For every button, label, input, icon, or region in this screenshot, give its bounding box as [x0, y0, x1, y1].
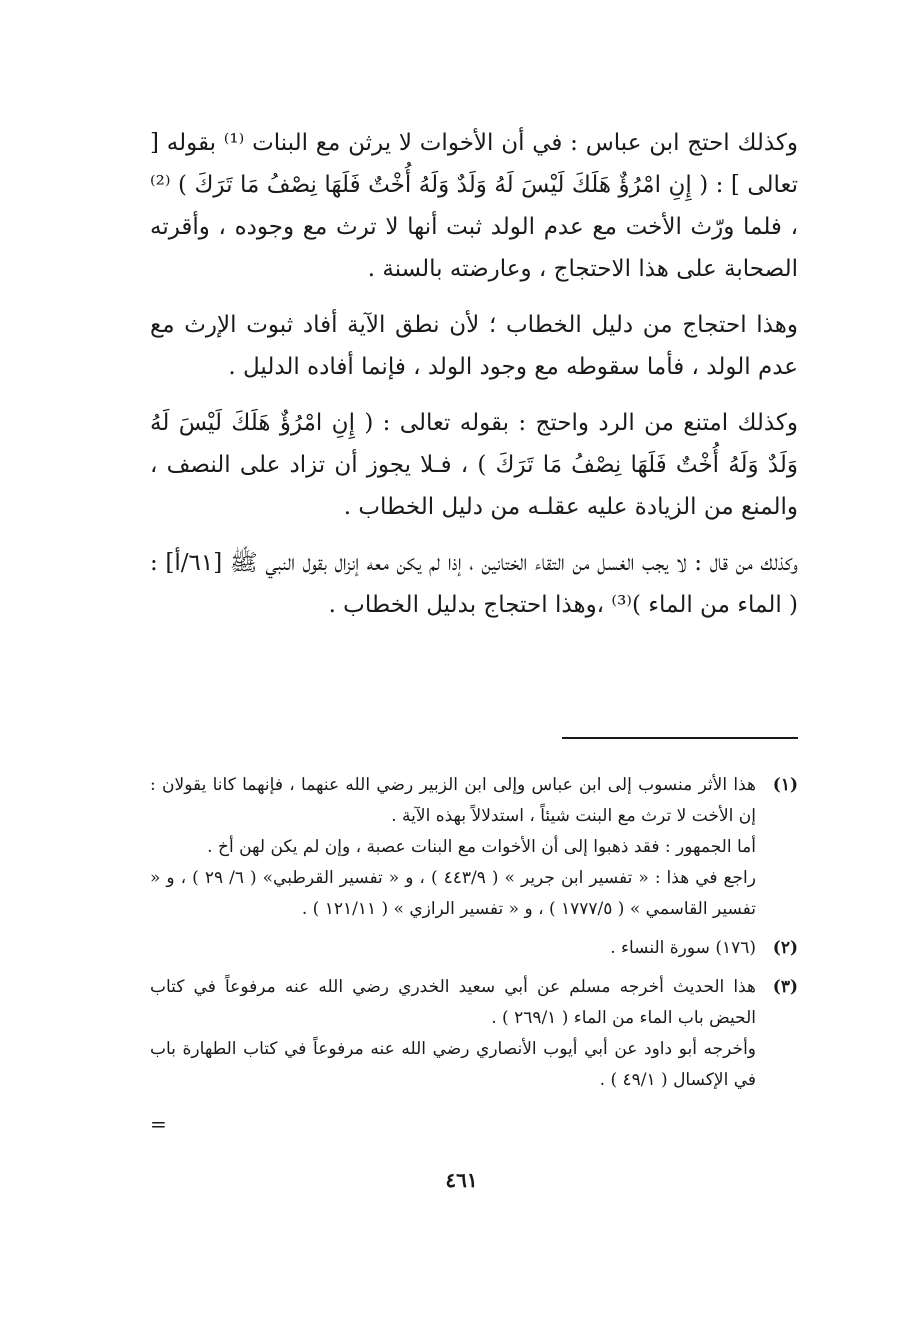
- paragraph: وكذلك امتنع من الرد واحتج : بقوله تعالى : ( إِنِ امْرُؤٌ هَلَكَ لَيْسَ لَهُ وَلَدٌ وَلَهُ أُخْتٌ فَلَهَا نِصْفُ مَا تَرَكَ ) ، فـلا يجوز أن تزاد على النصف ، والمنع من الزيادة عليه عقلـه من دليل الخطاب .: [150, 410, 798, 520]
- footnote-body: [150, 770, 756, 925]
- footnote-line: هذا الأثر منسوب إلى ابن عباس وإلى ابن الزبير رضي الله عنهما ، فإنهما كانا يقولان : إن الأخت لا ترث مع البنت شيئاً ، استدلالاً بهذه الآية .: [150, 775, 756, 826]
- paragraph: وهذا احتجاج من دليل الخطاب ؛ لأن نطق الآية أفاد ثبوت الإرث مع عدم الولد ، فأما سقوطه مع وجود الولد ، فإنما أفاده الدليل .: [150, 312, 798, 380]
- footnote-number: (١): [772, 775, 798, 795]
- footnote-separator: [562, 737, 798, 739]
- footnote-body: [150, 972, 756, 1096]
- page-number: ٤٦١: [445, 1168, 478, 1192]
- footnotes: [150, 770, 798, 1104]
- footnote-number: (٣): [772, 977, 798, 997]
- paragraph: وكذلك احتج ابن عباس : في أن الأخوات لا يرثن مع البنات ⁽¹⁾ بقوله [ تعالى ] : ( إِنِ امْرُؤٌ هَلَكَ لَيْسَ لَهُ وَلَدٌ وَلَهُ أُخْتٌ فَلَهَا نِصْفُ مَا تَرَكَ ) ⁽²⁾ ، فلما ورّث الأخت مع عدم الولد ثبت أنها لا ترث مع وجوده ، وأقرته الصحابة على هذا الاحتجاج ، وعارضته بالسنة .: [150, 130, 798, 282]
- continuation-mark: =: [150, 1112, 167, 1136]
- footnote-line: راجع في هذا : « تفسير ابن جرير » ( ٤٤٣/٩ ) ، و « تفسير القرطبي» ( ٦/ ٢٩ ) ، و « تفسير القاسمي » ( ١٧٧٧/٥ ) ، و « تفسير الرازي » ( ١٢١/١١ ) .: [150, 868, 756, 919]
- main-text: [150, 122, 798, 640]
- footnote: [150, 933, 798, 964]
- footnote-number: (٢): [772, 938, 798, 958]
- footnote-line: وأخرجه أبو داود عن أبي أيوب الأنصاري رضي الله عنه مرفوعاً في كتاب الطهارة باب في الإكسال ( ٤٩/١ ) .: [150, 1039, 756, 1090]
- footnote-line: هذا الحديث أخرجه مسلم عن أبي سعيد الخدري رضي الله عنه مرفوعاً في كتاب الحيض باب الماء من الماء ( ٢٦٩/١ ) .: [150, 977, 756, 1028]
- footnote-body: [150, 933, 756, 964]
- footnote: [150, 972, 798, 1096]
- footnote-line: (١٧٦) سورة النساء .: [610, 938, 756, 958]
- footnote: [150, 770, 798, 925]
- footnote-line: أما الجمهور : فقد ذهبوا إلى أن الأخوات مع البنات عصبة ، وإن لم يكن لهن أخ .: [207, 837, 756, 857]
- paragraph: وكذلك من قال : لا يجب الغسل من التقاء الختانين ، إذا لم يكن معه إنزال بقول النبي ﷺ [٦١/أ] : ( الماء من الماء )⁽³⁾ ،وهذا احتجاج بدليل الخطاب .: [150, 550, 798, 618]
